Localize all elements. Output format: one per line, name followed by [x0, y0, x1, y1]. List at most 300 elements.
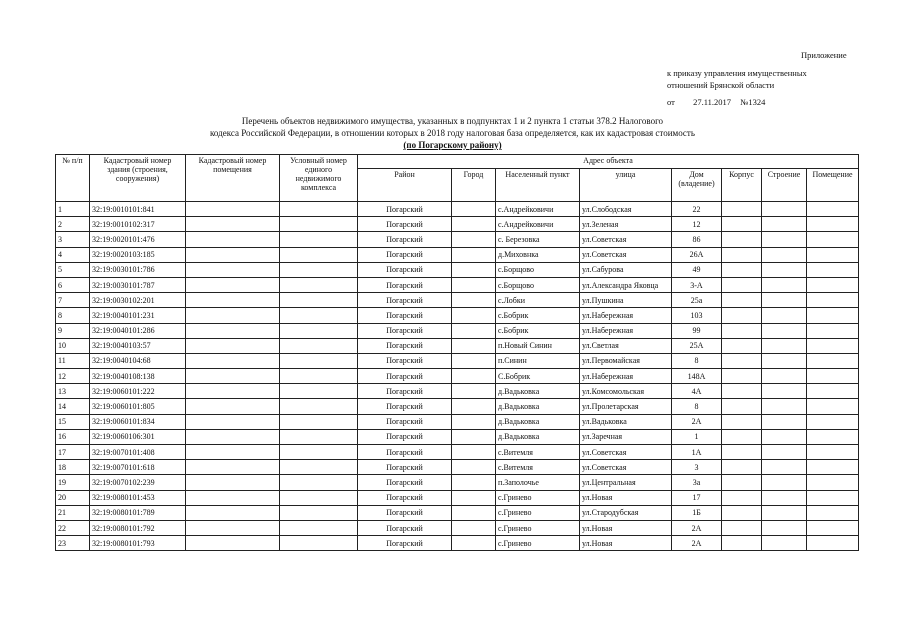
cell-room: [807, 262, 859, 277]
cell-house: 1А: [672, 445, 722, 460]
table-row: [56, 384, 859, 399]
cell-building: [762, 293, 807, 308]
cell-settlement: с.Бобрик: [496, 323, 580, 338]
cell-num: 20: [56, 490, 90, 505]
cell-num: 7: [56, 293, 90, 308]
cell-building: [762, 384, 807, 399]
table-row: [56, 323, 859, 338]
cell-num: 19: [56, 475, 90, 490]
cell-house: 25А: [672, 338, 722, 353]
cell-cad-room: [186, 308, 280, 323]
cell-cond-num: [280, 475, 358, 490]
cell-city: [452, 338, 496, 353]
cell-street: ул.Зеленая: [580, 217, 672, 232]
cell-cad-building: 32:19:0040108:138: [90, 369, 186, 384]
cell-num: 16: [56, 429, 90, 444]
cell-district: Погарский: [358, 202, 452, 217]
cell-city: [452, 384, 496, 399]
cell-cad-room: [186, 323, 280, 338]
cell-settlement: д.Миховнка: [496, 247, 580, 262]
cell-street: ул.Сабурова: [580, 262, 672, 277]
cell-korpus: [722, 323, 762, 338]
cell-room: [807, 323, 859, 338]
cell-korpus: [722, 217, 762, 232]
cell-street: ул.Светлая: [580, 338, 672, 353]
cell-settlement: д.Вадьковка: [496, 384, 580, 399]
cell-cond-num: [280, 490, 358, 505]
table-row: [56, 445, 859, 460]
cell-street: ул.Набережная: [580, 323, 672, 338]
cell-num: 1: [56, 202, 90, 217]
cell-room: [807, 399, 859, 414]
cell-street: ул.Новая: [580, 490, 672, 505]
table-row: [56, 505, 859, 520]
cell-cond-num: [280, 232, 358, 247]
cell-building: [762, 323, 807, 338]
cell-korpus: [722, 202, 762, 217]
cell-korpus: [722, 232, 762, 247]
cell-street: ул.Пролетарская: [580, 399, 672, 414]
cell-district: Погарский: [358, 520, 452, 535]
cell-building: [762, 353, 807, 368]
cell-settlement: С.Бобрик: [496, 369, 580, 384]
table-row: [56, 414, 859, 429]
cell-cond-num: [280, 217, 358, 232]
table-row: [56, 353, 859, 368]
cell-settlement: с.Лобки: [496, 293, 580, 308]
cell-city: [452, 429, 496, 444]
cell-city: [452, 217, 496, 232]
cell-district: Погарский: [358, 414, 452, 429]
cell-house: 3: [672, 460, 722, 475]
cell-city: [452, 247, 496, 262]
cell-district: Погарский: [358, 277, 452, 292]
cell-street: ул.Набережная: [580, 308, 672, 323]
cell-city: [452, 414, 496, 429]
cell-house: 1Б: [672, 505, 722, 520]
cell-num: 18: [56, 460, 90, 475]
cell-street: ул.Набережная: [580, 369, 672, 384]
cell-cond-num: [280, 505, 358, 520]
cell-house: 8: [672, 353, 722, 368]
cell-cad-building: 32:19:0020103:185: [90, 247, 186, 262]
cell-city: [452, 369, 496, 384]
cell-settlement: д.Вадьковка: [496, 414, 580, 429]
cell-cond-num: [280, 414, 358, 429]
cell-building: [762, 369, 807, 384]
cell-korpus: [722, 353, 762, 368]
cell-cad-building: 32:19:0070102:239: [90, 475, 186, 490]
cell-settlement: с.Бобрик: [496, 308, 580, 323]
cell-cad-room: [186, 338, 280, 353]
cell-district: Погарский: [358, 505, 452, 520]
cell-district: Погарский: [358, 369, 452, 384]
cell-district: Погарский: [358, 536, 452, 551]
cell-cond-num: [280, 293, 358, 308]
cell-cad-room: [186, 369, 280, 384]
cell-room: [807, 247, 859, 262]
cell-building: [762, 490, 807, 505]
table-row: [56, 399, 859, 414]
cell-num: 3: [56, 232, 90, 247]
cell-korpus: [722, 277, 762, 292]
table-row: [56, 369, 859, 384]
cell-room: [807, 429, 859, 444]
cell-city: [452, 445, 496, 460]
cell-cond-num: [280, 460, 358, 475]
cell-street: ул.Новая: [580, 520, 672, 535]
cell-cad-building: 32:19:0060101:805: [90, 399, 186, 414]
cell-cad-building: 32:19:0020101:476: [90, 232, 186, 247]
cell-settlement: с.Андрейковичи: [496, 217, 580, 232]
cell-city: [452, 505, 496, 520]
cell-settlement: с.Гринево: [496, 536, 580, 551]
cell-cond-num: [280, 277, 358, 292]
cell-street: ул.Центральная: [580, 475, 672, 490]
cell-cad-building: 32:19:0040103:57: [90, 338, 186, 353]
cell-num: 23: [56, 536, 90, 551]
appendix-date: 27.11.2017: [693, 97, 732, 107]
cell-settlement: п.Синин: [496, 353, 580, 368]
cell-district: Погарский: [358, 399, 452, 414]
cell-korpus: [722, 520, 762, 535]
cell-city: [452, 399, 496, 414]
cell-cad-building: 32:19:0080101:792: [90, 520, 186, 535]
cell-house: 49: [672, 262, 722, 277]
cell-korpus: [722, 414, 762, 429]
cell-num: 21: [56, 505, 90, 520]
heading-line2: кодекса Российской Федерации, в отношении которых в 2018 году налоговая база определяется, как их кадастровая стоимость: [210, 128, 695, 138]
cell-building: [762, 475, 807, 490]
table-row: [56, 247, 859, 262]
col-korpus: Корпус: [722, 169, 762, 202]
cell-house: 148А: [672, 369, 722, 384]
cell-room: [807, 353, 859, 368]
cell-cond-num: [280, 429, 358, 444]
cell-city: [452, 202, 496, 217]
cell-cad-room: [186, 277, 280, 292]
cell-num: 2: [56, 217, 90, 232]
cell-cond-num: [280, 369, 358, 384]
cell-house: 8: [672, 399, 722, 414]
appendix-date-line: [667, 97, 765, 107]
cell-korpus: [722, 505, 762, 520]
cell-cond-num: [280, 536, 358, 551]
cell-house: 25а: [672, 293, 722, 308]
cell-street: ул.Советская: [580, 460, 672, 475]
cell-room: [807, 384, 859, 399]
cell-settlement: с.Гринево: [496, 505, 580, 520]
col-district: Район: [358, 169, 452, 202]
appendix-line2: отношений Брянской области: [667, 80, 775, 90]
cell-num: 9: [56, 323, 90, 338]
cell-settlement: с.Борщово: [496, 262, 580, 277]
cell-korpus: [722, 460, 762, 475]
cell-street: ул.Комсомольская: [580, 384, 672, 399]
cell-street: ул.Пушкина: [580, 293, 672, 308]
cell-cad-building: 32:19:0060106:301: [90, 429, 186, 444]
cell-cad-building: 32:19:0060101:222: [90, 384, 186, 399]
cell-cond-num: [280, 445, 358, 460]
table-row: [56, 202, 859, 217]
cell-street: ул.Советская: [580, 232, 672, 247]
cell-room: [807, 293, 859, 308]
heading-district: (по Погарскому району): [403, 140, 502, 150]
cell-district: Погарский: [358, 308, 452, 323]
col-cad-room: Кадастровый номер помещения: [186, 155, 280, 202]
cell-house: 17: [672, 490, 722, 505]
appendix-from: от: [667, 97, 675, 107]
cell-room: [807, 308, 859, 323]
cell-cond-num: [280, 202, 358, 217]
cell-district: Погарский: [358, 353, 452, 368]
cell-room: [807, 520, 859, 535]
cell-city: [452, 277, 496, 292]
cell-building: [762, 202, 807, 217]
cell-cond-num: [280, 520, 358, 535]
cell-cond-num: [280, 308, 358, 323]
cell-cad-room: [186, 505, 280, 520]
cell-cad-building: 32:19:0060101:834: [90, 414, 186, 429]
cell-korpus: [722, 536, 762, 551]
cell-cad-room: [186, 353, 280, 368]
cell-house: 2А: [672, 536, 722, 551]
cell-district: Погарский: [358, 323, 452, 338]
property-table: [55, 154, 859, 551]
cell-cad-building: 32:19:0080101:793: [90, 536, 186, 551]
cell-cad-building: 32:19:0070101:408: [90, 445, 186, 460]
cell-city: [452, 262, 496, 277]
cell-settlement: с.Витемля: [496, 460, 580, 475]
cell-building: [762, 338, 807, 353]
cell-building: [762, 414, 807, 429]
cell-settlement: п.Новый Синин: [496, 338, 580, 353]
cell-cad-room: [186, 384, 280, 399]
cell-city: [452, 323, 496, 338]
cell-building: [762, 445, 807, 460]
cell-city: [452, 308, 496, 323]
cell-room: [807, 217, 859, 232]
cell-cad-building: 32:19:0030101:787: [90, 277, 186, 292]
cell-cad-room: [186, 217, 280, 232]
cell-cad-building: 32:19:0040104:68: [90, 353, 186, 368]
cell-korpus: [722, 293, 762, 308]
cell-street: ул.Александра Яковца: [580, 277, 672, 292]
cell-street: ул.Первомайская: [580, 353, 672, 368]
cell-cad-building: 32:19:0030102:201: [90, 293, 186, 308]
cell-building: [762, 217, 807, 232]
cell-cond-num: [280, 353, 358, 368]
cell-district: Погарский: [358, 445, 452, 460]
appendix-number: №1324: [740, 97, 766, 107]
cell-street: ул.Советская: [580, 247, 672, 262]
col-num: № п/п: [56, 155, 90, 202]
cell-building: [762, 232, 807, 247]
table-row: [56, 232, 859, 247]
cell-cad-room: [186, 429, 280, 444]
cell-city: [452, 520, 496, 535]
cell-num: 10: [56, 338, 90, 353]
cell-room: [807, 460, 859, 475]
cell-settlement: д.Вадьковка: [496, 399, 580, 414]
table-row: [56, 293, 859, 308]
appendix-line1: к приказу управления имущественных: [667, 68, 807, 78]
cell-cad-building: 32:19:0070101:618: [90, 460, 186, 475]
table-row: [56, 520, 859, 535]
table-row: [56, 217, 859, 232]
cell-building: [762, 262, 807, 277]
cell-settlement: п.Заполочье: [496, 475, 580, 490]
cell-cad-room: [186, 414, 280, 429]
cell-settlement: с. Березовка: [496, 232, 580, 247]
cell-street: ул.Слободская: [580, 202, 672, 217]
cell-city: [452, 353, 496, 368]
cell-num: 22: [56, 520, 90, 535]
cell-cad-building: 32:19:0080101:453: [90, 490, 186, 505]
cell-house: 22: [672, 202, 722, 217]
cell-num: 12: [56, 369, 90, 384]
cell-district: Погарский: [358, 262, 452, 277]
cell-korpus: [722, 369, 762, 384]
cell-cad-room: [186, 520, 280, 535]
cell-num: 13: [56, 384, 90, 399]
cell-cond-num: [280, 247, 358, 262]
cell-building: [762, 429, 807, 444]
cell-korpus: [722, 475, 762, 490]
cell-house: 12: [672, 217, 722, 232]
cell-cad-room: [186, 475, 280, 490]
col-room: Помещение: [807, 169, 859, 202]
cell-korpus: [722, 247, 762, 262]
cell-street: ул.Вадьковка: [580, 414, 672, 429]
cell-house: 26А: [672, 247, 722, 262]
cell-street: ул.Советская: [580, 445, 672, 460]
cell-korpus: [722, 338, 762, 353]
cell-room: [807, 369, 859, 384]
cell-num: 6: [56, 277, 90, 292]
col-city: Город: [452, 169, 496, 202]
col-cad-building: Кадастровый номер здания (строения, сооружения): [90, 155, 186, 202]
col-house: Дом (владение): [672, 169, 722, 202]
cell-district: Погарский: [358, 429, 452, 444]
col-building: Строение: [762, 169, 807, 202]
cell-district: Погарский: [358, 247, 452, 262]
cell-num: 4: [56, 247, 90, 262]
cell-district: Погарский: [358, 475, 452, 490]
table-row: [56, 536, 859, 551]
cell-cad-room: [186, 202, 280, 217]
heading-line1: Перечень объектов недвижимого имущества, указанных в подпунктах 1 и 2 пункта 1 статьи 378.2 Налогового: [241, 116, 664, 126]
cell-district: Погарский: [358, 338, 452, 353]
cell-room: [807, 202, 859, 217]
cell-cad-building: 32:19:0030101:786: [90, 262, 186, 277]
cell-cond-num: [280, 384, 358, 399]
cell-num: 15: [56, 414, 90, 429]
table-row: [56, 338, 859, 353]
cell-cad-room: [186, 536, 280, 551]
cell-room: [807, 505, 859, 520]
table-row: [56, 308, 859, 323]
cell-num: 14: [56, 399, 90, 414]
cell-district: Погарский: [358, 293, 452, 308]
col-street: улица: [580, 169, 672, 202]
cell-num: 8: [56, 308, 90, 323]
cell-settlement: с.Андрейковичи: [496, 202, 580, 217]
cell-korpus: [722, 490, 762, 505]
cell-building: [762, 399, 807, 414]
cell-building: [762, 460, 807, 475]
cell-house: 3-А: [672, 277, 722, 292]
cell-building: [762, 505, 807, 520]
cell-cad-room: [186, 293, 280, 308]
cell-cad-room: [186, 247, 280, 262]
cell-settlement: с.Гринево: [496, 520, 580, 535]
cell-korpus: [722, 399, 762, 414]
cell-building: [762, 247, 807, 262]
cell-cad-building: 32:19:0080101:789: [90, 505, 186, 520]
cell-room: [807, 338, 859, 353]
cell-cond-num: [280, 399, 358, 414]
cell-house: 3а: [672, 475, 722, 490]
cell-house: 4А: [672, 384, 722, 399]
cell-room: [807, 232, 859, 247]
cell-street: ул.Новая: [580, 536, 672, 551]
cell-num: 17: [56, 445, 90, 460]
cell-cad-room: [186, 232, 280, 247]
cell-cad-building: 32:19:0010102:317: [90, 217, 186, 232]
cell-city: [452, 232, 496, 247]
cell-korpus: [722, 384, 762, 399]
cell-building: [762, 308, 807, 323]
cell-settlement: с.Борщово: [496, 277, 580, 292]
cell-num: 11: [56, 353, 90, 368]
cell-cad-building: 32:19:0010101:841: [90, 202, 186, 217]
table-row: [56, 429, 859, 444]
table-row: [56, 490, 859, 505]
table-row: [56, 460, 859, 475]
col-address: Адрес объекта: [358, 155, 859, 169]
cell-cad-room: [186, 445, 280, 460]
cell-district: Погарский: [358, 490, 452, 505]
cell-district: Погарский: [358, 232, 452, 247]
cell-cond-num: [280, 323, 358, 338]
cell-house: 1: [672, 429, 722, 444]
cell-room: [807, 277, 859, 292]
cell-city: [452, 293, 496, 308]
cell-korpus: [722, 445, 762, 460]
cell-cond-num: [280, 262, 358, 277]
cell-cad-room: [186, 490, 280, 505]
cell-house: 99: [672, 323, 722, 338]
cell-house: 2А: [672, 520, 722, 535]
cell-cond-num: [280, 338, 358, 353]
cell-room: [807, 475, 859, 490]
cell-room: [807, 445, 859, 460]
cell-building: [762, 536, 807, 551]
cell-num: 5: [56, 262, 90, 277]
cell-building: [762, 277, 807, 292]
cell-street: ул.Заречная: [580, 429, 672, 444]
table-row: [56, 475, 859, 490]
cell-cad-building: 32:19:0040101:286: [90, 323, 186, 338]
cell-settlement: д.Вадьковка: [496, 429, 580, 444]
cell-cad-building: 32:19:0040101:231: [90, 308, 186, 323]
table-row: [56, 262, 859, 277]
cell-room: [807, 414, 859, 429]
cell-street: ул.Стародубская: [580, 505, 672, 520]
cell-city: [452, 475, 496, 490]
cell-house: 86: [672, 232, 722, 247]
